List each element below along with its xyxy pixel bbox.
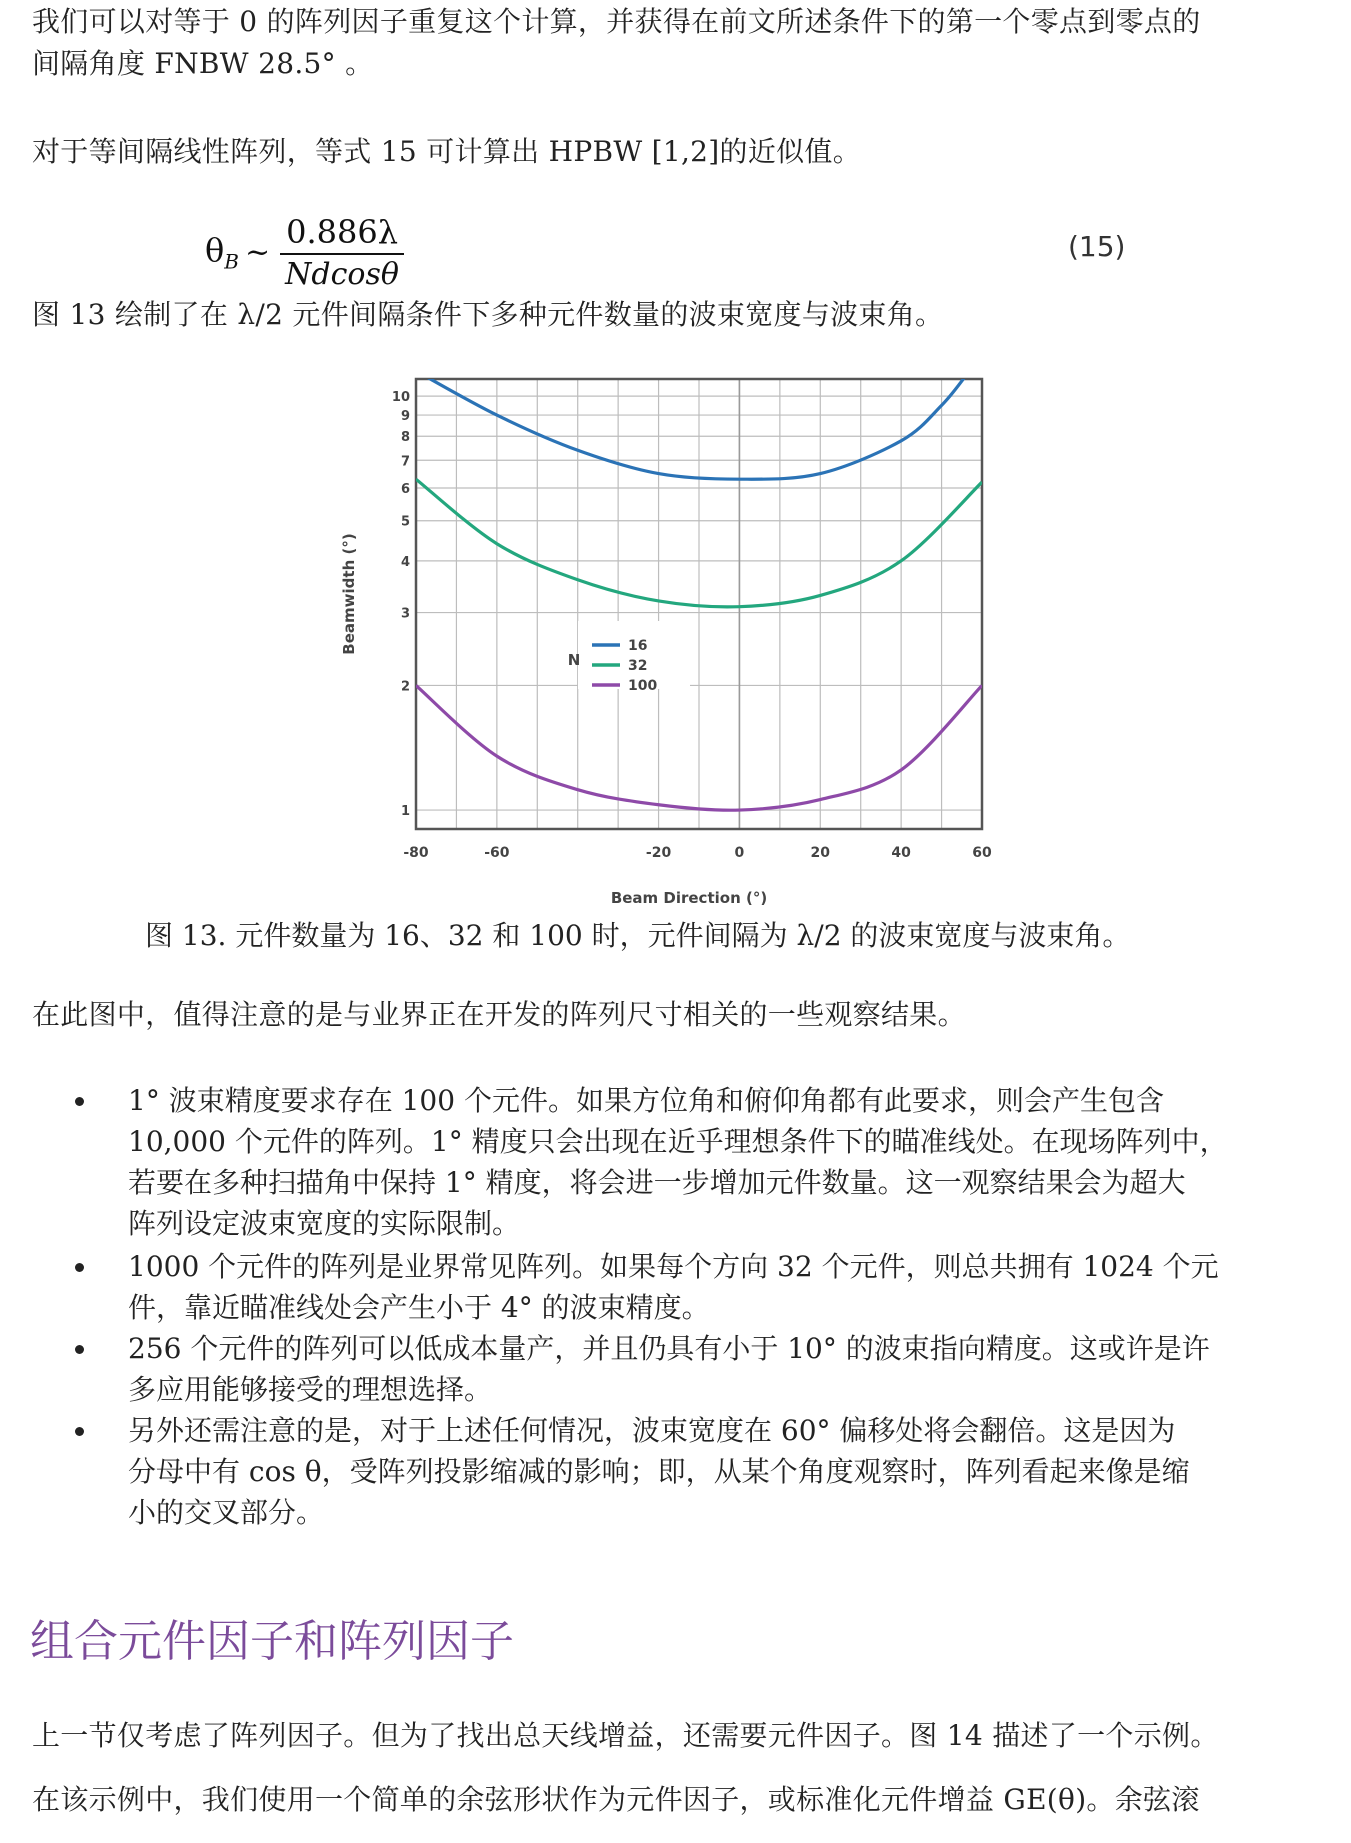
y-tick-label: 1 — [400, 804, 410, 820]
x-tick-label: -20 — [645, 845, 672, 861]
list-item-line: 1° 波束精度要求存在 100 个元件。如果方位角和俯仰角都有此要求，则会产生包含 — [128, 1084, 1164, 1117]
y-tick-label: 10 — [391, 390, 410, 406]
y-tick-label: 7 — [400, 454, 410, 470]
list-item-line: 小的交叉部分。 — [128, 1496, 325, 1529]
list-item-line: 阵列设定波束宽度的实际限制。 — [128, 1207, 521, 1240]
legend-label-32: 32 — [628, 658, 648, 674]
y-tick-label: 6 — [400, 481, 410, 497]
bullet-dot — [75, 1345, 84, 1354]
formula-theta: θ — [205, 230, 225, 269]
paragraph-6: 在该示例中，我们使用一个简单的余弦形状作为元件因子，或标准化元件增益 GE(θ)。余弦滚 — [32, 1783, 1200, 1816]
y-axis-label: Beamwidth (°) — [340, 533, 358, 655]
x-tick-label: 40 — [891, 845, 911, 861]
x-tick-label: 0 — [734, 845, 745, 861]
bullet-dot — [75, 1427, 84, 1436]
x-tick-label: 60 — [972, 845, 992, 861]
list-item-line: 件，靠近瞄准线处会产生小于 4° 的波束精度。 — [128, 1291, 710, 1324]
y-tick-label: 4 — [400, 554, 410, 570]
bullet-dot — [75, 1097, 84, 1106]
y-tick-label: 9 — [400, 409, 410, 425]
list-item-line: 另外还需注意的是，对于上述任何情况，波束宽度在 60° 偏移处将会翻倍。这是因为 — [128, 1414, 1176, 1447]
y-tick-label: 5 — [400, 514, 410, 530]
list-item — [30, 1080, 1228, 1244]
x-axis-label: Beam Direction (°) — [610, 889, 768, 907]
x-tick-label: -80 — [403, 845, 429, 861]
legend-label-100: 100 — [628, 678, 658, 694]
x-tick-label: -60 — [484, 845, 510, 861]
paragraph-1-line-1: 我们可以对等于 0 的阵列因子重复这个计算，并获得在前文所述条件下的第一个零点到零点的 — [32, 5, 1201, 38]
legend-label-16: 16 — [628, 638, 648, 654]
paragraph-1-line-2: 间隔角度 FNBW 28.5° 。 — [32, 47, 374, 80]
y-tick-label: 8 — [400, 430, 410, 446]
paragraph-4: 在此图中，值得注意的是与业界正在开发的阵列尺寸相关的一些观察结果。 — [32, 998, 966, 1031]
formula-denominator: Ndcosθ — [285, 256, 399, 292]
formula-tilde: ~ — [244, 234, 271, 270]
chart-svg — [320, 365, 1040, 920]
equation-number: (15) — [1068, 230, 1126, 263]
equation-15 — [205, 212, 404, 292]
paragraph-5: 上一节仅考虑了阵列因子。但为了找出总天线增益，还需要元件因子。图 14 描述了一个示例。 — [32, 1719, 1219, 1752]
list-item-line: 10,000 个元件的阵列。1° 精度只会出现在近乎理想条件下的瞄准线处。在现场阵列中， — [128, 1125, 1228, 1158]
list-item — [30, 1328, 1210, 1410]
formula-fraction — [280, 213, 404, 292]
y-tick-label: 3 — [400, 606, 410, 622]
formula-subscript: B — [224, 249, 239, 274]
section-heading: 组合元件因子和阵列因子 — [30, 1616, 514, 1667]
list-item-line: 分母中有 cos θ，受阵列投影缩减的影响；即，从某个角度观察时，阵列看起来像是缩 — [128, 1455, 1190, 1488]
bullet-dot — [75, 1263, 84, 1272]
x-tick-label: 20 — [810, 845, 831, 861]
formula-numerator: 0.886λ — [280, 213, 404, 255]
paragraph-3: 图 13 绘制了在 λ/2 元件间隔条件下多种元件数量的波束宽度与波束角。 — [32, 298, 944, 331]
list-item — [30, 1410, 1190, 1533]
list-item-line: 若要在多种扫描角中保持 1° 精度，将会进一步增加元件数量。这一观察结果会为超大 — [128, 1166, 1186, 1199]
paragraph-2: 对于等间隔线性阵列，等式 15 可计算出 HPBW [1,2]的近似值。 — [32, 135, 862, 168]
list-item-line: 256 个元件的阵列可以低成本量产，并且仍具有小于 10° 的波束指向精度。这或许是许 — [128, 1332, 1210, 1365]
formula-lhs — [205, 231, 239, 273]
list-item-line: 多应用能够接受的理想选择。 — [128, 1373, 493, 1406]
beamwidth-chart — [320, 365, 1040, 920]
list-item — [30, 1246, 1219, 1328]
legend-title: N — [567, 651, 581, 669]
y-tick-label: 2 — [400, 679, 410, 695]
list-item-line: 1000 个元件的阵列是业界常见阵列。如果每个方向 32 个元件，则总共拥有 1024 个元 — [128, 1250, 1219, 1283]
figure-caption: 图 13. 元件数量为 16、32 和 100 时，元件间隔为 λ/2 的波束宽度与波束角。 — [145, 919, 1131, 952]
